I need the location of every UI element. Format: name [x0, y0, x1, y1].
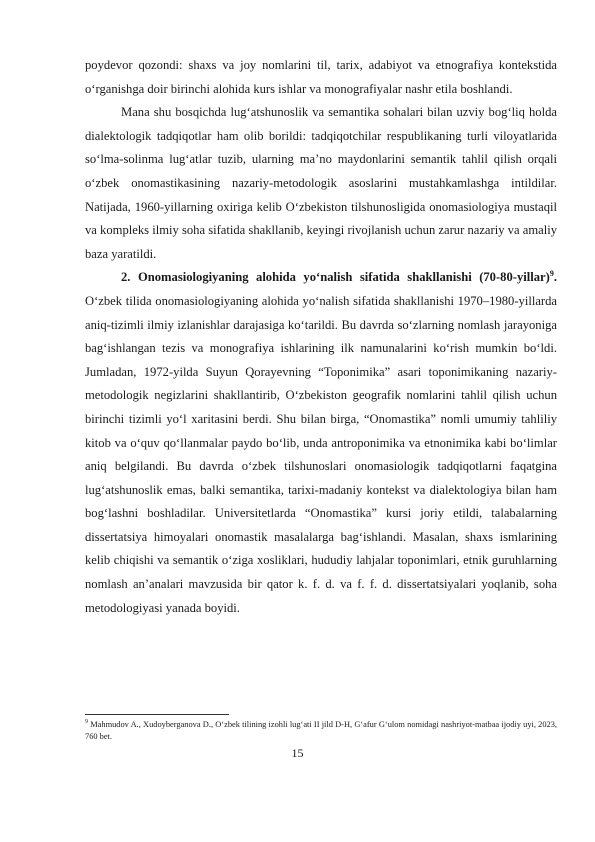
page-number: 15 — [291, 746, 304, 760]
paragraph-2: Mana shu bosqichda lug‘atshunoslik va semantika sohalari bilan uzviy bog‘liq holda dialektologik tadqiqotlar ham olib borildi: tadqiqotchilar respublikaning turli viloyatlarida so‘lma-solinma lug‘atlar tuzib, ularning ma’no maydonlarini semantik tahlil qilish orqali o‘zbek onomastikasining nazariy-metodologik asoslarini mustahkamlashga intildilar. Natijada, 1960-yillarning oxiriga kelib O‘zbekiston tilshunosligida onomasiologiya mustaqil va kompleks ilmiy soha sifatida shakllanib, keyingi rivojlanish uchun zarur nazariy va amaliy baza yaratildi. — [85, 105, 557, 261]
footnote-text: Mahmudov A., Xudoyberganova D., O‘zbek tilining izohli lug‘ati II jild D-H, G‘afur G‘ulom nomidagi nashriyot-matbaa ijodiy uyi, 2023, 760 bet. — [85, 720, 557, 741]
body-text — [85, 54, 557, 620]
section-heading — [121, 270, 557, 284]
paragraph-1: poydevor qozondi: shaxs va joy nomlarini til, tarix, adabiyot va etnografiya kontekstida o‘rganishga doir birinchi alohida kurs ishlar va monografiyalar nashr etila boshlandi. — [85, 58, 557, 96]
footnote-reference[interactable]: 9 — [549, 269, 554, 279]
paragraph-3-body: O‘zbek tilida onomasiologiyaning alohida yo‘nalish sifatida shakllanishi 1970–1980-yillarda aniq-tizimli ilmiy izlanishlar darajasiga ko‘tarildi. Bu davrda so‘zlarning nomlash jarayoniga bag‘ishlangan tezis va monografiya ishlarining ilk namunalarini ko‘rish mumkin bo‘ldi. Jumladan, 1972-yilda Suyun Qorayevning “Toponimika” asari toponimikaning nazariy-metodologik negizlarini shakllantirib, O‘zbekiston geografik nomlarini tahlil qilish uchun birinchi tizimli yo‘l xaritasini berdi. Shu bilan birga, “Onomastika” nomli umumiy tahliliy kitob va o‘quv qo‘llanmalar paydo bo‘lib, unda antroponimika va etnonimika kabi bo‘limlar aniq belgilandi. Bu davrda o‘zbek tilshunoslari onomasiologik tadqiqotlarni faqatgina lug‘atshunoslik emas, balki semantika, tarixi-madaniy kontekst va dialektologiya bilan ham bog‘lashni boshladilar. Universitetlarda “Onomastika” kursi joriy etildi, talabalarning dissertatsiya himoyalari onomastik masalalarga bag‘ishlandi. Masalan, shaxs ismlarining kelib chiqishi va semantik o‘ziga xosliklari, hududiy lahjalar toponimlari, etnik guruhlarning nomlash an’analari mavzusida bir qator k. f. d. va f. f. d. dissertatsiyalari yoqlanib, soha metodologiyasi yanada boyidi. — [85, 293, 557, 615]
footnote-divider — [85, 714, 229, 715]
section-heading-text: 2. Onomasiologiyaning alohida yo‘nalish sifatida shakllanishi (70-80-yillar) — [121, 270, 550, 285]
paragraph-3 — [85, 266, 557, 620]
footnote-mark: 9 — [85, 719, 88, 726]
footnote — [85, 719, 557, 742]
heading-period: . — [553, 270, 557, 285]
